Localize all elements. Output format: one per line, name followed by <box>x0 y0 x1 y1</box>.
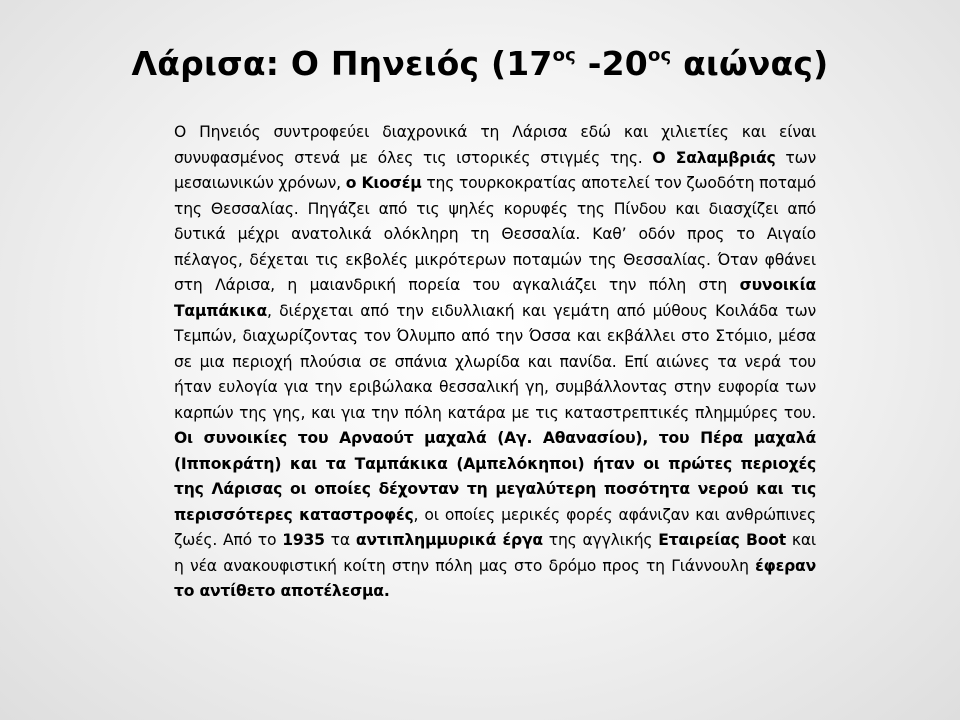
text-run: , οι οποίες μερικές φορές αφάνιζαν και ανθρώπινες ζωές. Από το <box>174 505 816 549</box>
slide-body-paragraph <box>174 120 816 605</box>
title-text-part2: -20 <box>576 44 648 83</box>
bold-text-run: αντιπλημμυρικά έργα <box>355 531 543 549</box>
text-run: και η νέα ανακουφιστική κοίτη στην πόλη μας στο δρόμο προς τη Γιάννουλη <box>174 531 816 575</box>
bold-text-run: συνοικία Ταμπάκικα <box>174 276 816 320</box>
bold-text-run: έφεραν το αντίθετο αποτέλεσμα. <box>174 556 816 600</box>
text-run: της αγγλικής <box>542 531 659 549</box>
text-run: της τουρκοκρατίας αποτελεί τον ζωοδότη ποταμό της Θεσσαλίας. Πηγάζει από τις ψηλές κορυφές της Πίνδου και διασχίζει από δυτικά μέχρι ανατολικά ολόκληρη τη Θεσσαλία. Καθ’ οδόν προς το Αιγαίο πέλαγος, δέχεται τις εκβολές μικρότερων ποταμών της Θεσσαλίας. Όταν φθάνει στη Λάρισα, η μαιανδρική πορεία του αγκαλιάζει την πόλη στη <box>174 174 816 294</box>
slide-title <box>0 44 960 83</box>
title-text-part3: αιώνας) <box>671 44 829 83</box>
title-text-part1: Λάρισα: Ο Πηνειός (17 <box>131 44 553 83</box>
bold-text-run: Οι συνοικίες του Αρναούτ μαχαλά (Αγ. Αθανασίου), του Πέρα μαχαλά (Ιπποκράτη) και τα Ταμπάκικα (Αμπελόκηποι) ήταν οι πρώτες περιοχές της Λάρισας οι οποίες δέχονταν τη μεγαλύτερη ποσότητα νερού και τις περισσότερες καταστροφές <box>174 429 816 524</box>
bold-text-run: Ο Σαλαμβριάς <box>652 148 776 167</box>
bold-text-run: ο Κιοσέμ <box>345 174 422 192</box>
text-run: των μεσαιωνικών χρόνων, <box>174 148 816 192</box>
bold-text-run: Εταιρείας Boot <box>658 531 786 549</box>
text-run: τα <box>324 531 356 549</box>
bold-text-run: 1935 <box>282 531 325 549</box>
title-ordinal-suffix-2: ος <box>647 45 672 66</box>
title-ordinal-suffix-1: ος <box>552 45 577 66</box>
text-run: Ο Πηνειός συντροφεύει διαχρονικά τη Λάρισα εδώ και χιλιετίες και είναι συνυφασμένος στενά με όλες τις ιστορικές στιγμές της. <box>174 123 816 167</box>
text-run: , διέρχεται από την ειδυλλιακή και γεμάτη από μύθους Κοιλάδα των Τεμπών, διαχωρίζοντας τον Όλυμπο από την Όσσα και εκβάλλει στο Στόμιο, μέσα σε μια περιοχή πλούσια σε σπάνια χλωρίδα και πανίδα. Επί αιώνες τα νερά του ήταν ευλογία για την εριβώλακα θεσσαλική γη, συμβάλλοντας στην ευφορία των καρπών της γης, και για την πόλη κατάρα με τις καταστρεπτικές πλημμύρες του. <box>174 301 816 422</box>
